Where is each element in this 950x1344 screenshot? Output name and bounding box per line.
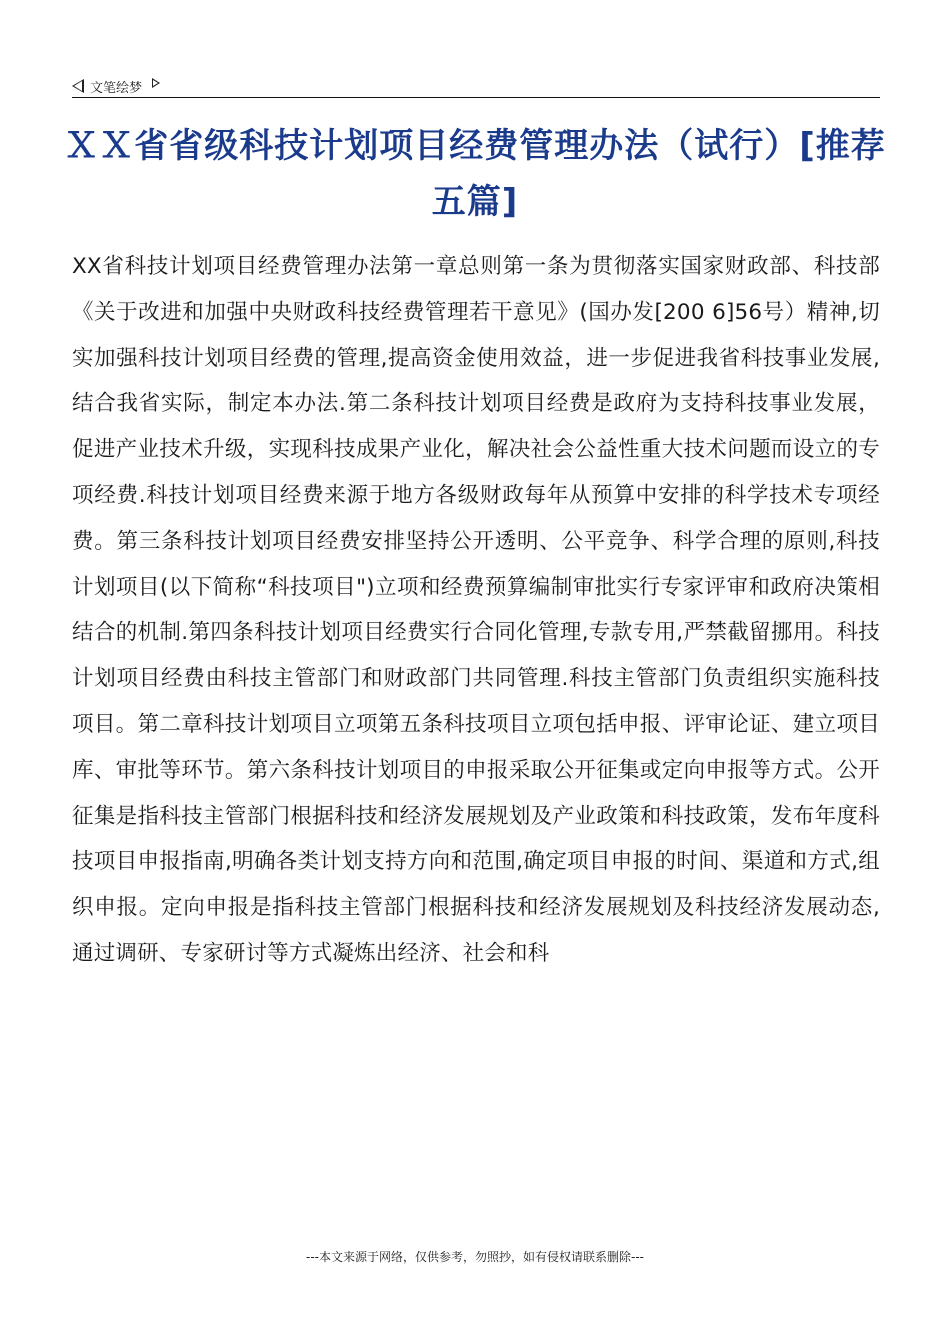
triangle-left-icon <box>72 79 84 93</box>
page-footer: ---本文来源于网络，仅供参考，勿照抄，如有侵权请联系删除--- <box>306 1250 644 1264</box>
header-divider <box>72 97 880 98</box>
triangle-right-icon <box>152 78 160 88</box>
document-title: ＸＸ省省级科技计划项目经费管理办法（试行）[推荐五篇] <box>64 126 886 222</box>
page-header <box>72 74 160 98</box>
document-body: XX省科技计划项目经费管理办法第一章总则第一条为贯彻落实国家财政部、科技部《关于改进和加强中央财政科技经费管理若干意见》(国办发[200 6]56号）精神,切实加强科技计划项目经费的管理,提高资金使用效益，进一步促进我省科技事业发展,结合我省实际，制定本办法.第二条科技计划项目经费是政府为支持科技事业发展，促进产业技术升级，实现科技成果产业化，解决社会公益性重大技术问题而设立的专项经费.科技计划项目经费来源于地方各级财政每年从预算中安排的科学技术专项经费。第三条科技计划项目经费安排坚持公开透明、公平竞争、科学合理的原则,科技计划项目(以下简称“科技项目")立项和经费预算编制审批实行专家评审和政府决策相结合的机制.第四条科技计划项目经费实行合同化管理,专款专用,严禁截留挪用。科技计划项目经费由科技主管部门和财政部门共同管理.科技主管部门负责组织实施科技项目。第二章科技计划项目立项第五条科技项目立项包括申报、评审论证、建立项目库、审批等环节。第六条科技计划项目的申报采取公开征集或定向申报等方式。公开征集是指科技主管部门根据科技和经济发展规划及产业政策和科技政策，发布年度科技项目申报指南,明确各类计划支持方向和范围,确定项目申报的时间、渠道和方式,组织申报。定向申报是指科技主管部门根据科技和经济发展规划及科技经济发展动态,通过调研、专家研讨等方式凝炼出经济、社会和科 <box>72 254 880 966</box>
header-brand: 文笔绘梦 <box>90 80 143 96</box>
